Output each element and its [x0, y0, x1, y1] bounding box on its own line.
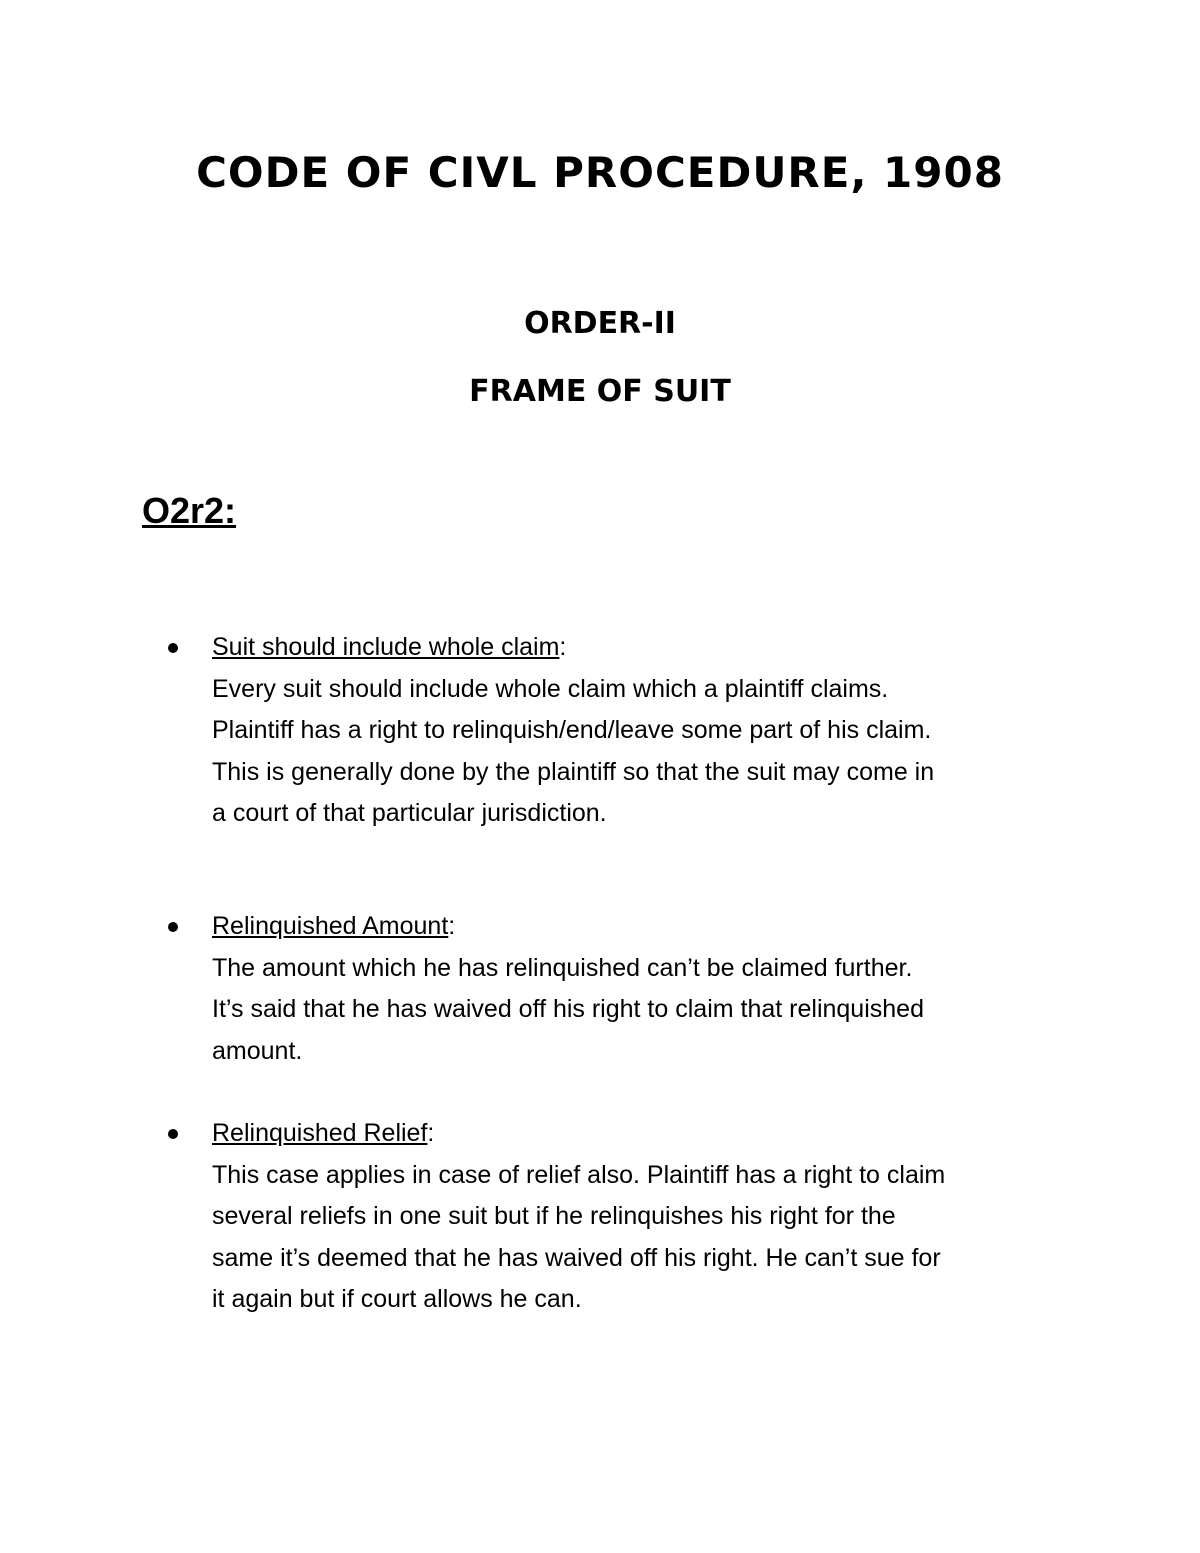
bullet-heading-line: [212, 906, 1068, 948]
bullet-text-line: This is generally done by the plaintiff so that the suit may come in: [212, 757, 935, 786]
bullet-text-line: it again but if court allows he can.: [212, 1285, 582, 1313]
bullet-heading-line: [212, 1113, 1068, 1155]
bullet-text-line: The amount which he has relinquished can’t be claimed further.: [212, 953, 913, 982]
bullet-content: [212, 627, 1068, 835]
document-title: CODE OF CIVL PROCEDURE, 1908: [196, 148, 1004, 197]
bullet-heading-suffix: :: [448, 912, 456, 940]
bullet-text-line: several reliefs in one suit but if he relinquishes his right for the: [212, 1202, 896, 1230]
bullet-dot-icon: [168, 922, 178, 932]
bullet-heading-suffix: :: [427, 1119, 435, 1147]
bullet-text-line: This case applies in case of relief also. Plaintiff has a right to claim: [212, 1160, 946, 1189]
bullet-heading: Relinquished Relief: [212, 1119, 428, 1147]
bullet-text-line: Plaintiff has a right to relinquish/end/leave some part of his claim.: [212, 716, 932, 744]
bullet-content: [212, 906, 1068, 1072]
bullet-dot-icon: [168, 1129, 178, 1139]
frame-of-suit-heading: FRAME OF SUIT: [469, 374, 731, 409]
bullet-content: [212, 1113, 1068, 1321]
bullet-heading-line: [212, 627, 1068, 669]
section-heading: O2r2:: [142, 490, 237, 531]
bullet-heading-suffix: :: [559, 633, 567, 661]
bullet-text-line: a court of that particular jurisdiction.: [212, 799, 607, 827]
bullet-text-line: amount.: [212, 1036, 303, 1065]
bullet-heading: Suit should include whole claim: [212, 633, 560, 661]
order-heading: ORDER-II: [524, 306, 676, 341]
bullet-text-line: It’s said that he has waived off his right to claim that relinquished: [212, 995, 924, 1023]
bullet-text-line: Every suit should include whole claim which a plaintiff claims.: [212, 674, 889, 703]
bullet-heading: Relinquished Amount: [212, 912, 449, 940]
bullet-text-line: same it’s deemed that he has waived off his right. He can’t sue for: [212, 1243, 941, 1272]
bullet-dot-icon: [168, 643, 178, 653]
